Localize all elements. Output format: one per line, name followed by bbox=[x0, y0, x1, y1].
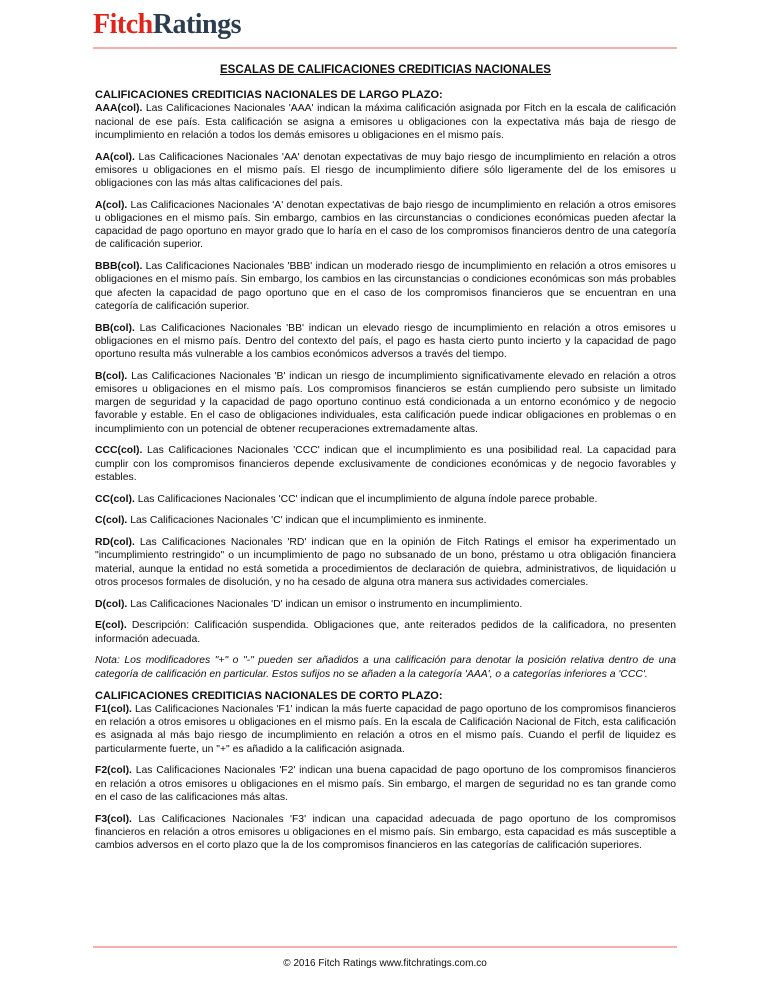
fitch-ratings-logo bbox=[93, 8, 677, 42]
rating-term-aa: AA(col). bbox=[95, 151, 135, 163]
rating-term-b: B(col). bbox=[95, 370, 128, 382]
page-footer bbox=[93, 946, 677, 969]
rating-text-d: Las Calificaciones Nacionales 'D' indican un emisor o instrumento en incumplimiento. bbox=[130, 598, 523, 610]
logo-ratings-text: Ratings bbox=[152, 9, 242, 40]
rating-text-f3: Las Calificaciones Nacionales 'F3' indican una capacidad adecuada de pago oportuno de los compromisos financieros en relación a otros emisores u obligaciones en el mismo país. Sin embargo, esta capacidad es más susceptible a cambios adversos en el corto plazo que la de los compromisos financieros en las categorías de calificación superiores. bbox=[95, 813, 676, 852]
rating-term-bb: BB(col). bbox=[95, 322, 135, 334]
rating-term-bbb: BBB(col). bbox=[95, 261, 143, 273]
rating-definition-f1 bbox=[95, 703, 676, 756]
rating-term-f2: F2(col). bbox=[95, 765, 132, 777]
rating-definition-aaa bbox=[95, 102, 676, 142]
section-heading-corto-plazo: CALIFICACIONES CREDITICIAS NACIONALES DE CORTO PLAZO: bbox=[95, 689, 443, 702]
rating-text-a: Las Calificaciones Nacionales 'A' denotan expectativas de bajo riesgo de incumplimiento en relación a otros emisores u obligaciones en el mismo país. Sin embargo, cambios en las circunstancias o condiciones económicas pueden afectar la capacidad de pago oportuno en mayor grado que lo haría en el caso de los compromisos financieros dentro de una categoría de calificación superior. bbox=[95, 199, 676, 251]
rating-text-ccc: Las Calificaciones Nacionales 'CCC' indican que el incumplimiento es una posibilidad real. La capacidad para cumplir con los compromisos financieros depende exclusivamente de condiciones económicas y de negocio favorables y estables. bbox=[95, 445, 676, 483]
rating-term-cc: CC(col). bbox=[95, 493, 135, 505]
rating-text-c: Las Calificaciones Nacionales 'C' indican que el incumplimiento es inminente. bbox=[130, 515, 487, 527]
rating-definition-rd bbox=[95, 536, 676, 589]
rating-term-d: D(col). bbox=[95, 598, 128, 610]
rating-definition-cc bbox=[95, 493, 676, 506]
copyright-text: © 2016 Fitch Ratings www.fitchratings.com.co bbox=[283, 958, 487, 969]
rating-text-bb: Las Calificaciones Nacionales 'BB' indican un elevado riesgo de incumplimiento en relación a otros emisores u obligaciones en el mismo país. Dentro del contexto del país, el pago es hasta cierto punto incierto y la capacidad de pago oportuno resulta más vulnerable a los cambios económicos adversos a través del tiempo. bbox=[95, 322, 677, 361]
rating-text-b: Las Calificaciones Nacionales 'B' indican un riesgo de incumplimiento significativamente elevado en relación a otros emisores u obligaciones en el mismo país. Los compromisos financieros se están cumpliendo pero subsiste un limitado margen de seguridad y la capacidad de pago oportuno continuo está condicionada a un entorno económico y de negocio favorable y estable. En el caso de obligaciones individuales, esta calificación puede indicar obligaciones en problemas o en incumplimiento con un potencial de obtener recuperaciones extremadamente altas. bbox=[95, 370, 677, 435]
rating-text-f2: Las Calificaciones Nacionales 'F2' indican una buena capacidad de pago oportuno de los compromisos financieros en relación a otros emisores u obligaciones en el mismo país. Sin embargo, el margen de seguridad no es tan grande como en el caso de las calificaciones más altas. bbox=[95, 765, 676, 803]
rating-term-f3: F3(col). bbox=[95, 813, 132, 825]
rating-term-a: A(col). bbox=[95, 199, 128, 211]
rating-term-f1: F1(col). bbox=[95, 704, 132, 716]
rating-text-cc: Las Calificaciones Nacionales 'CC' indican que el incumplimiento de alguna índole parece probable. bbox=[137, 493, 598, 505]
rating-definition-f2 bbox=[95, 764, 676, 804]
header-divider bbox=[93, 47, 677, 49]
section-heading-largo-plazo: CALIFICACIONES CREDITICIAS NACIONALES DE LARGO PLAZO: bbox=[95, 89, 443, 102]
rating-term-c: C(col). bbox=[95, 515, 128, 527]
rating-text-e: Descripción: Calificación suspendida. Obligaciones que, ante reiterados pedidos de la calificadora, no presenten información adecuada. bbox=[95, 620, 676, 645]
rating-definition-aa bbox=[95, 151, 676, 191]
page-title: ESCALAS DE CALIFICACIONES CREDITICIAS NACIONALES bbox=[220, 64, 551, 76]
footer-divider bbox=[93, 946, 677, 948]
rating-definition-e bbox=[95, 619, 676, 645]
logo-fitch-text: Fitch bbox=[93, 9, 153, 40]
rating-definition-f3 bbox=[95, 813, 676, 853]
rating-definition-ccc bbox=[95, 444, 676, 484]
rating-text-rd: Las Calificaciones Nacionales 'RD' indican que en la opinión de Fitch Ratings el emisor ha experimentado un "incumplimiento restringido" o un incumplimiento de pago no subsanado de un bono, préstamo u otra obligación financiera material, aunque la entidad no está sometida a procedimientos de declaración de quiebra, administrativos, de liquidación u otros procesos formales de disolución, y no ha cesado de alguna otra manera sus actividades comerciales. bbox=[95, 537, 676, 588]
rating-definition-c bbox=[95, 514, 676, 527]
rating-text-bbb: Las Calificaciones Nacionales 'BBB' indican un moderado riesgo de incumplimiento en relación a otros emisores u obligaciones en el mismo país. Sin embargo, los cambios en las circunstancias o condiciones económicas son más probables que afecten la capacidad de pago oportuno que en el caso de los compromisos financieros que se encuentran en una categoría de calificación superior. bbox=[95, 261, 676, 312]
rating-definition-bbb bbox=[95, 260, 676, 313]
rating-term-e: E(col). bbox=[95, 620, 127, 632]
rating-definition-bb bbox=[95, 322, 676, 362]
rating-text-f1: Las Calificaciones Nacionales 'F1' indican la más fuerte capacidad de pago oportuno de los compromisos financieros en relación a otros emisores u obligaciones en el mismo país. En la escala de Calificación Nacional de Fitch, esta calificación es asignada al más bajo riesgo de incumplimiento en relación a otros en el mismo país. Cuando el perfil de liquidez es particularmente fuerte, un "+" es añadido a la calificación asignada. bbox=[95, 704, 677, 755]
page-header bbox=[93, 0, 677, 49]
rating-definition-b bbox=[95, 370, 676, 436]
rating-definition-d bbox=[95, 598, 676, 611]
document-body bbox=[95, 60, 676, 861]
rating-term-rd: RD(col). bbox=[95, 537, 135, 549]
rating-text-aa: Las Calificaciones Nacionales 'AA' denotan expectativas de muy bajo riesgo de incumplimiento en relación a otros emisores u obligaciones en el mismo país. El riesgo de incumplimiento difiere sólo ligeramente del de los emisores u obligaciones con las más altas calificaciones del país. bbox=[95, 151, 676, 190]
rating-definition-a bbox=[95, 199, 676, 252]
rating-text-aaa: Las Calificaciones Nacionales 'AAA' indican la máxima calificación asignada por Fitch en la escala de calificación nacional de ese país. Esta calificación se asigna a emisores u obligaciones con la expectativa más baja de riesgo de incumplimiento en relación a todos los demás emisores u obligaciones en el mismo país. bbox=[95, 103, 676, 141]
rating-term-ccc: CCC(col). bbox=[95, 445, 143, 457]
modifiers-note: Nota: Los modificadores "+" o "-" pueden ser añadidos a una calificación para denotar la posición relativa dentro de una categoría de calificación en particular. Estos sufijos no se añaden a la categoría 'AAA', o a categorías inferiores a 'CCC'. bbox=[95, 655, 676, 680]
rating-term-aaa: AAA(col). bbox=[95, 103, 143, 115]
